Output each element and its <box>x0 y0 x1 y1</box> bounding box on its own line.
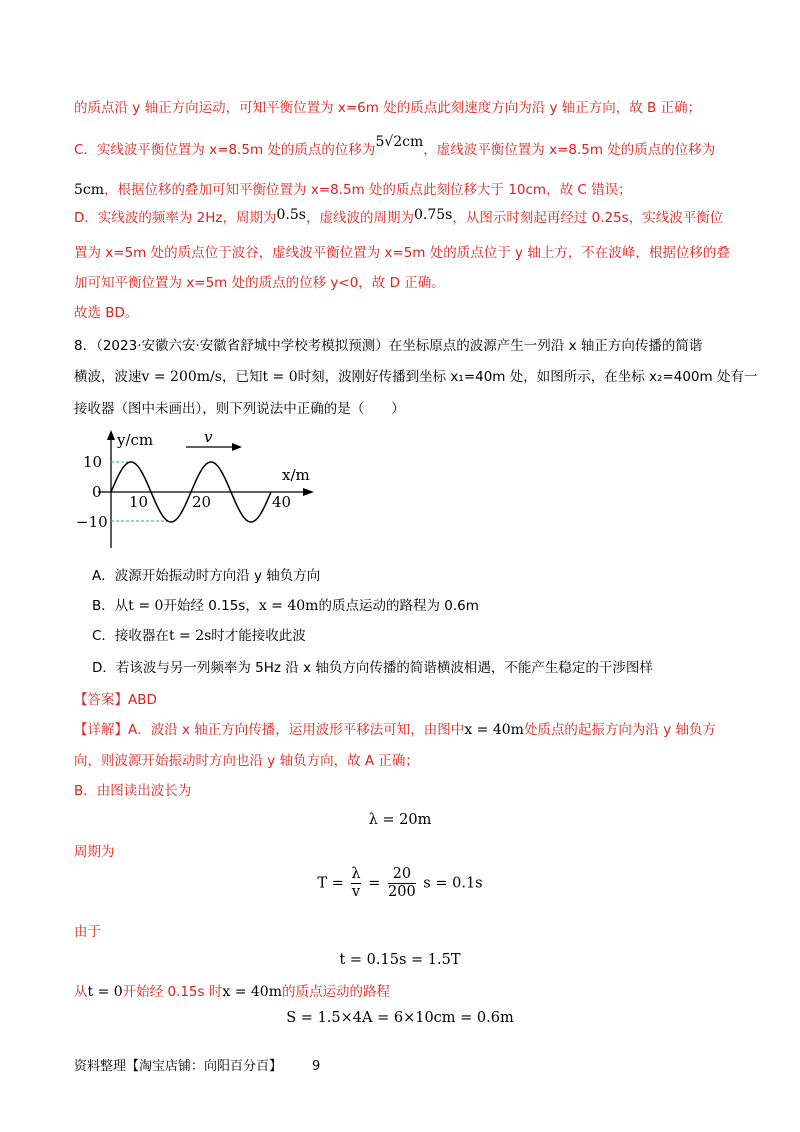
footer-text: 资料整理【淘宝店铺：向阳百分百】 <box>74 1059 283 1074</box>
math-5cm: 5cm <box>74 182 105 198</box>
x-axis-arrow <box>303 488 314 496</box>
detail-a-line2: 向，则波源开始振动时方向也沿 y 轴负方向，故 A 正确； <box>74 753 419 769</box>
option-d: D．若该波与另一列频率为 5Hz 沿 x 轴负方向传播的简谐横波相遇，不能产生稳定的干涉图样 <box>92 660 653 676</box>
math-5root2cm: 5√2cm <box>375 134 424 150</box>
question-line3: 接收器（图中未画出），则下列说法中正确的是（ ） <box>74 401 405 417</box>
answer <box>74 690 157 710</box>
detail-a-line1: 【详解】A．波沿 x 轴正方向传播，运用波形平移法可知，由图中x = 40m处质点的起振方向为沿 y 轴负方 <box>74 722 717 738</box>
solution-b-tail: 的质点沿 y 轴正方向运动，可知平衡位置为 x=6m 处的质点此刻速度方向为沿 y 轴正方向，故 B 正确； <box>74 100 702 116</box>
equation-path: S = 1.5×4A = 6×10cm = 0.6m <box>286 1010 514 1026</box>
question-line2: 横波，波速v = 200m/s，已知t = 0时刻，波刚好传播到坐标 x₁=40m 处，如图所示，在坐标 x₂=400m 处有一 <box>74 369 758 385</box>
y-axis-arrow <box>107 430 115 440</box>
x-axis-label: x/m <box>282 466 310 484</box>
page-number: 9 <box>312 1059 321 1074</box>
path-line: 从t = 0开始经 0.15s 时x = 40m的质点运动的路程 <box>74 984 390 1000</box>
since-label: 由于 <box>74 924 101 940</box>
y-axis-label: y/cm <box>117 431 154 449</box>
answer-value: ABD <box>128 692 157 708</box>
y-tick-10: 10 <box>83 453 103 471</box>
solution-choice: 故选 BD。 <box>74 305 139 321</box>
y-tick-neg10: −10 <box>76 513 108 531</box>
x-tick-40: 40 <box>272 493 292 511</box>
equation-time: t = 0.15s = 1.5T <box>339 952 461 968</box>
option-b: B．从t = 0开始经 0.15s，x = 40m的质点运动的路程为 0.6m <box>92 598 479 614</box>
period-label: 周期为 <box>74 844 115 860</box>
question-line1: 8．（2023·安徽六安·安徽省舒城中学校考模拟预测）在坐标原点的波源产生一列沿 x 轴正方向传播的简谐 <box>74 338 703 354</box>
x-tick-20: 20 <box>192 493 212 511</box>
wave-graph <box>74 428 324 550</box>
velocity-label: v <box>204 428 213 446</box>
solution-c-line2: 5cm，根据位移的叠加可知平衡位置为 x=8.5m 处的质点此刻位移大于 10cm，故 C 错误； <box>74 182 632 198</box>
equation-period: T = $\frac{\lambda}{v}$ = $\frac{20}{200}$ s = 0.1s <box>317 866 483 900</box>
solution-c-line1: C．实线波平衡位置为 x=8.5m 处的质点的位移为5√2cm，虚线波平衡位置为 x=8.5m 处的质点的位移为 <box>74 134 716 158</box>
solution-d-line3: 加可知平衡位置为 x=5m 处的质点的位移 y<0，故 D 正确。 <box>74 275 445 291</box>
option-c: C．接收器在t = 2s时才能接收此波 <box>92 628 306 644</box>
solution-d-line2: 置为 x=5m 处的质点位于波谷，虚线波平衡位置为 x=5m 处的质点位于 y 轴上方，不在波峰，根据位移的叠 <box>74 245 730 261</box>
equation-lambda: λ = 20m <box>368 812 432 828</box>
detail-b-line: B．由图读出波长为 <box>74 783 192 799</box>
solution-d-line1: D．实线波的频率为 2Hz，周期为0.5s，虚线波的周期为0.75s，从图示时刻起再经过 0.25s，实线波平衡位 <box>74 207 724 226</box>
y-tick-0: 0 <box>92 483 102 501</box>
answer-label: 【答案】 <box>74 692 128 708</box>
x-tick-10: 10 <box>129 493 149 511</box>
velocity-arrow-head <box>232 443 242 451</box>
footer <box>74 1055 320 1074</box>
option-a: A．波源开始振动时方向沿 y 轴负方向 <box>92 568 321 584</box>
